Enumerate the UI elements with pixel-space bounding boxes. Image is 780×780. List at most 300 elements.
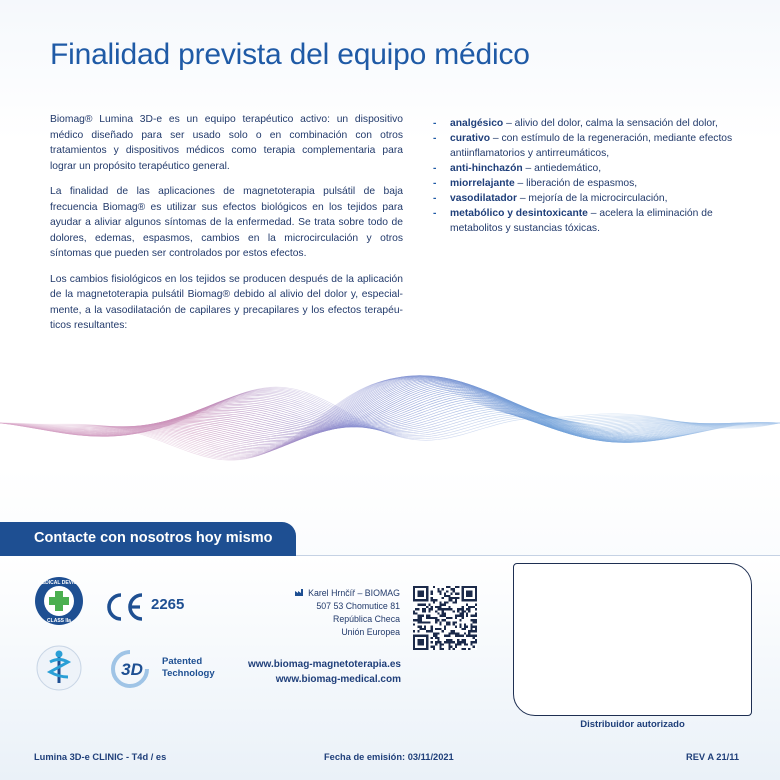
qr-cell: [417, 626, 419, 628]
qr-cell: [455, 617, 457, 619]
wave-strand: [0, 377, 780, 457]
qr-cell: [475, 635, 477, 637]
effect-desc: – alivio del dolor, calma la sensación del dolor,: [503, 118, 718, 129]
qr-cell: [417, 604, 419, 606]
qr-cell: [464, 643, 466, 645]
qr-cell: [453, 621, 455, 623]
qr-cell: [437, 612, 439, 614]
qr-cell: [468, 610, 470, 612]
effects-column: [432, 116, 752, 236]
intro-paragraph-1: Biomag® Lumina 3D-e es un equipo terapéutico activo: un dispositivo médico diseñado para ser usado solo o en combinación con otros tratamientos y dispositivos médicos como terapia complementaria para lograr un propósito terapéutico general.: [50, 114, 403, 172]
qr-cell: [470, 615, 472, 617]
qr-cell: [442, 608, 444, 610]
qr-cell: [451, 639, 453, 641]
qr-cell: [431, 606, 433, 608]
qr-cell: [442, 643, 444, 645]
qr-cell: [455, 646, 457, 648]
qr-cell: [444, 628, 446, 630]
qr-cell: [428, 608, 430, 610]
qr-cell: [413, 624, 415, 626]
qr-cell: [448, 617, 450, 619]
medical-device-badge-icon: [34, 576, 84, 626]
qr-cell: [464, 610, 466, 612]
qr-cell: [439, 628, 441, 630]
qr-cell: [451, 588, 453, 590]
qr-cell: [442, 604, 444, 606]
effect-term: miorrelajante: [450, 178, 515, 189]
qr-cell: [475, 628, 477, 630]
qr-cell: [428, 610, 430, 612]
qr-cell: [451, 617, 453, 619]
ce-number: 2265: [151, 596, 185, 613]
qr-cell: [468, 606, 470, 608]
effect-term: analgésico: [450, 118, 504, 129]
caduceus-icon: [36, 645, 82, 691]
qr-cell: [424, 626, 426, 628]
qr-cell: [464, 639, 466, 641]
qr-cell: [448, 595, 450, 597]
qr-cell: [462, 608, 464, 610]
qr-cell: [433, 617, 435, 619]
manufacturer-address: [260, 587, 400, 639]
page-title: Finalidad prevista del equipo médico: [50, 38, 530, 71]
qr-cell: [435, 635, 437, 637]
effect-desc: – liberación de espasmos,: [514, 178, 638, 189]
qr-cell: [457, 610, 459, 612]
intro-paragraph-3: Los cambios fisiológicos en los tejidos se producen después de la aplicación de la magnetoterapia pulsátil Biomag® debido al alivio del dolor y, especial-mente, a la vasodilatación de capilares y precapilares y los efectos terapéu-ticos resultantes:: [50, 273, 403, 331]
qr-cell: [466, 626, 468, 628]
address-line: Unión Europea: [341, 627, 400, 637]
qr-cell: [437, 588, 439, 590]
qr-cell: [466, 635, 468, 637]
qr-cell: [435, 641, 437, 643]
qr-cell: [448, 632, 450, 634]
qr-cell: [446, 635, 448, 637]
qr-cell: [420, 626, 422, 628]
qr-cell: [417, 608, 419, 610]
qr-cell: [475, 641, 477, 643]
qr-cell: [413, 619, 415, 621]
qr-cell: [426, 630, 428, 632]
effect-item: [432, 191, 752, 206]
qr-cell: [433, 601, 435, 603]
qr-cell: [462, 635, 464, 637]
qr-cell: [455, 599, 457, 601]
qr-cell: [433, 635, 435, 637]
qr-cell: [475, 615, 477, 617]
qr-cell: [435, 619, 437, 621]
qr-cell: [426, 606, 428, 608]
qr-cell: [431, 626, 433, 628]
qr-cell: [420, 619, 422, 621]
qr-cell: [444, 635, 446, 637]
qr-cell: [475, 612, 477, 614]
address-company: Karel Hrnčíř – BIOMAG: [308, 588, 400, 598]
qr-cell: [417, 630, 419, 632]
qr-cell: [473, 630, 475, 632]
qr-cell: [420, 621, 422, 623]
qr-cell: [437, 641, 439, 643]
qr-cell: [435, 621, 437, 623]
qr-cell: [431, 597, 433, 599]
intro-column: [50, 112, 403, 344]
qr-cell: [437, 606, 439, 608]
qr-cell: [422, 608, 424, 610]
qr-cell: [435, 617, 437, 619]
qr-cell: [466, 643, 468, 645]
qr-cell: [446, 624, 448, 626]
qr-cell: [473, 626, 475, 628]
qr-cell: [448, 639, 450, 641]
qr-cell: [439, 606, 441, 608]
qr-cell: [448, 648, 450, 650]
qr-cell: [453, 641, 455, 643]
qr-cell: [444, 619, 446, 621]
qr-cell: [422, 628, 424, 630]
qr-cell: [437, 608, 439, 610]
qr-cell: [459, 624, 461, 626]
effect-item: [432, 206, 752, 236]
qr-cell: [459, 635, 461, 637]
qr-cell: [435, 643, 437, 645]
qr-cell: [437, 619, 439, 621]
qr-cell: [455, 601, 457, 603]
qr-cell: [431, 641, 433, 643]
qr-cell: [475, 604, 477, 606]
qr-cell: [444, 641, 446, 643]
qr-cell: [444, 595, 446, 597]
qr-cell: [422, 604, 424, 606]
qr-cell: [459, 608, 461, 610]
qr-cell: [470, 619, 472, 621]
qr-cell: [433, 586, 435, 588]
qr-cell: [475, 639, 477, 641]
qr-cell: [439, 648, 441, 650]
qr-cell: [428, 630, 430, 632]
qr-cell: [439, 604, 441, 606]
qr-cell: [473, 646, 475, 648]
qr-cell: [455, 626, 457, 628]
qr-cell: [470, 626, 472, 628]
qr-cell: [451, 593, 453, 595]
qr-cell: [457, 593, 459, 595]
qr-cell: [413, 610, 415, 612]
qr-cell: [428, 617, 430, 619]
badge-text-top: MEDICAL DEVICE: [37, 580, 81, 586]
qr-cell: [453, 624, 455, 626]
qr-cell: [431, 637, 433, 639]
qr-cell: [451, 608, 453, 610]
qr-cell: [431, 593, 433, 595]
qr-cell: [444, 604, 446, 606]
qr-cell: [464, 641, 466, 643]
qr-cell: [417, 621, 419, 623]
qr-cell: [424, 604, 426, 606]
qr-cell: [415, 619, 417, 621]
contact-banner: [0, 522, 296, 556]
qr-cell: [468, 635, 470, 637]
qr-cell: [420, 628, 422, 630]
qr-cell: [475, 630, 477, 632]
qr-cell: [464, 632, 466, 634]
qr-cell: [470, 606, 472, 608]
qr-cell: [475, 621, 477, 623]
qr-cell: [437, 628, 439, 630]
qr-cell: [462, 639, 464, 641]
qr-cell: [448, 599, 450, 601]
patented-line-2: Technology: [162, 668, 215, 679]
qr-cell: [470, 641, 472, 643]
contact-heading: Contacte con nosotros hoy mismo: [34, 530, 273, 546]
qr-cell: [415, 612, 417, 614]
qr-cell: [415, 608, 417, 610]
qr-cell: [426, 617, 428, 619]
distributor-label: Distribuidor autorizado: [580, 719, 685, 730]
qr-cell: [428, 621, 430, 623]
qr-cell: [446, 621, 448, 623]
qr-cell: [433, 648, 435, 650]
ce-mark-icon: [104, 592, 146, 622]
qr-cell: [455, 643, 457, 645]
qr-cell: [473, 621, 475, 623]
qr-cell: [433, 646, 435, 648]
qr-cell: [455, 632, 457, 634]
effects-list: [432, 116, 752, 236]
qr-cell: [431, 599, 433, 601]
qr-cell: [439, 590, 441, 592]
intro-paragraph-2: La finalidad de las aplicaciones de magnetoterapia pulsátil de baja frecuencia Biomag® es utilizar sus efectos biológicos en los tejidos para ayudar a aliviar algunos síntomas de la enfermedad. Se trata sobre todo de dolores, edemas, espasmos, cambios en la microcirculación y otros síntomas que pueden ser controlados por estos efectos.: [50, 186, 403, 259]
qr-cell: [442, 619, 444, 621]
qr-cell: [442, 612, 444, 614]
qr-cell: [464, 628, 466, 630]
effect-desc: – antiedemático,: [522, 163, 602, 174]
qr-cell: [451, 646, 453, 648]
qr-cell: [448, 606, 450, 608]
patented-line-1: Patented: [162, 656, 203, 667]
qr-cell: [431, 646, 433, 648]
qr-cell: [457, 641, 459, 643]
qr-cell: [453, 648, 455, 650]
qr-cell: [417, 615, 419, 617]
qr-cell: [444, 615, 446, 617]
effect-desc: – acelera la eliminación de metabolitos y sustancias tóxicas.: [450, 208, 713, 234]
qr-cell: [431, 628, 433, 630]
footer-issue-date: Fecha de emisión: 03/11/2021: [324, 752, 454, 762]
qr-cell: [439, 608, 441, 610]
qr-cell: [455, 593, 457, 595]
qr-cell: [446, 639, 448, 641]
qr-cell: [431, 617, 433, 619]
qr-cell: [462, 612, 464, 614]
qr-cell: [422, 621, 424, 623]
qr-cell: [470, 624, 472, 626]
qr-cell: [446, 617, 448, 619]
qr-cell: [475, 619, 477, 621]
qr-cell: [439, 624, 441, 626]
qr-cell: [466, 604, 468, 606]
qr-cell: [446, 595, 448, 597]
qr-cell: [444, 601, 446, 603]
qr-cell: [448, 646, 450, 648]
qr-cell: [455, 586, 457, 588]
qr-cell: [420, 604, 422, 606]
qr-cell: [475, 626, 477, 628]
address-line: República Checa: [333, 614, 400, 624]
qr-cell: [439, 601, 441, 603]
qr-cell: [424, 608, 426, 610]
qr-cell: [453, 601, 455, 603]
badge-text-bottom: CLASS IIa: [47, 618, 71, 624]
qr-cell: [453, 610, 455, 612]
qr-cell: [473, 635, 475, 637]
qr-cell: [459, 612, 461, 614]
qr-cell: [459, 643, 461, 645]
effect-term: metabólico y desintoxicante: [450, 208, 588, 219]
qr-cell: [473, 637, 475, 639]
patented-technology: [162, 656, 215, 680]
wave-strand: [0, 376, 780, 454]
footer-product-code: Lumina 3D-e CLINIC - T4d / es: [34, 752, 167, 762]
qr-cell: [468, 632, 470, 634]
qr-cell: [459, 615, 461, 617]
qr-cell: [428, 604, 430, 606]
qr-cell: [444, 612, 446, 614]
qr-cell: [448, 586, 450, 588]
qr-cell: [424, 628, 426, 630]
qr-cell: [424, 621, 426, 623]
qr-cell: [462, 641, 464, 643]
qr-cell: [464, 648, 466, 650]
qr-cell: [435, 628, 437, 630]
qr-cell: [473, 615, 475, 617]
qr-cell: [431, 590, 433, 592]
qr-cell: [417, 590, 424, 597]
qr-cell: [462, 648, 464, 650]
qr-cell: [435, 606, 437, 608]
qr-cell: [448, 621, 450, 623]
qr-cell: [431, 608, 433, 610]
qr-cell: [462, 606, 464, 608]
qr-cell: [439, 621, 441, 623]
qr-cell: [459, 641, 461, 643]
qr-cell: [428, 615, 430, 617]
qr-cell: [435, 599, 437, 601]
qr-cell: [451, 632, 453, 634]
qr-cell: [448, 635, 450, 637]
website-link-com[interactable]: www.biomag-medical.com: [275, 674, 401, 685]
qr-cell: [453, 632, 455, 634]
qr-cell: [473, 606, 475, 608]
effect-item: [432, 161, 752, 176]
qr-cell: [437, 639, 439, 641]
qr-cell: [435, 632, 437, 634]
qr-cell: [439, 646, 441, 648]
footer-revision: REV A 21/11: [686, 752, 740, 762]
qr-cell: [442, 648, 444, 650]
qr-cell: [453, 597, 455, 599]
qr-cell: [435, 610, 437, 612]
qr-cell: [439, 641, 441, 643]
qr-code-icon[interactable]: [413, 586, 477, 650]
qr-cell: [424, 610, 426, 612]
qr-cell: [457, 632, 459, 634]
website-link-es[interactable]: www.biomag-magnetoterapia.es: [248, 659, 401, 670]
qr-cell: [448, 597, 450, 599]
qr-cell: [473, 619, 475, 621]
qr-cell: [439, 615, 441, 617]
qr-cell: [453, 588, 455, 590]
qr-cell: [446, 601, 448, 603]
qr-cell: [437, 637, 439, 639]
qr-cell: [451, 599, 453, 601]
effect-item: [432, 116, 752, 131]
qr-cell: [433, 599, 435, 601]
qr-cell: [457, 608, 459, 610]
divider: [296, 555, 780, 556]
qr-cell: [457, 639, 459, 641]
qr-cell: [444, 608, 446, 610]
effect-item: [432, 131, 752, 161]
logo-3d-text: 3D: [121, 660, 143, 679]
qr-cell: [451, 641, 453, 643]
qr-cell: [462, 628, 464, 630]
qr-cell: [442, 615, 444, 617]
qr-cell: [457, 597, 459, 599]
qr-cell: [422, 615, 424, 617]
qr-cell: [448, 643, 450, 645]
qr-cell: [417, 639, 424, 646]
qr-cell: [431, 630, 433, 632]
qr-cell: [435, 637, 437, 639]
qr-cell: [439, 643, 441, 645]
qr-cell: [426, 615, 428, 617]
address-line: 507 53 Chomutice 81: [316, 601, 400, 611]
qr-cell: [433, 632, 435, 634]
qr-cell: [446, 586, 448, 588]
websites: [230, 657, 401, 687]
qr-cell: [420, 615, 422, 617]
qr-cell: [451, 630, 453, 632]
qr-cell: [464, 626, 466, 628]
qr-cell: [459, 626, 461, 628]
qr-cell: [470, 643, 472, 645]
qr-cell: [466, 608, 468, 610]
qr-cell: [444, 626, 446, 628]
qr-cell: [457, 643, 459, 645]
qr-cell: [437, 590, 439, 592]
qr-cell: [439, 593, 441, 595]
qr-cell: [417, 617, 419, 619]
qr-cell: [462, 617, 464, 619]
qr-cell: [455, 635, 457, 637]
qr-cell: [459, 619, 461, 621]
effect-desc: – mejoría de la microcirculación,: [516, 193, 668, 204]
qr-cell: [442, 597, 444, 599]
qr-cell: [442, 610, 444, 612]
qr-cell: [444, 593, 446, 595]
effect-desc: – con estímulo de la regeneración, mediante efectos antiinflamatorios y antirreumáticos,: [450, 133, 733, 159]
effect-term: curativo: [450, 133, 491, 144]
qr-cell: [466, 615, 468, 617]
qr-cell: [437, 632, 439, 634]
qr-cell: [453, 630, 455, 632]
effect-term: vasodilatador: [450, 193, 517, 204]
qr-cell: [475, 608, 477, 610]
qr-cell: [453, 590, 455, 592]
qr-cell: [417, 619, 419, 621]
qr-cell: [466, 612, 468, 614]
logo-3d-icon: [102, 648, 158, 690]
